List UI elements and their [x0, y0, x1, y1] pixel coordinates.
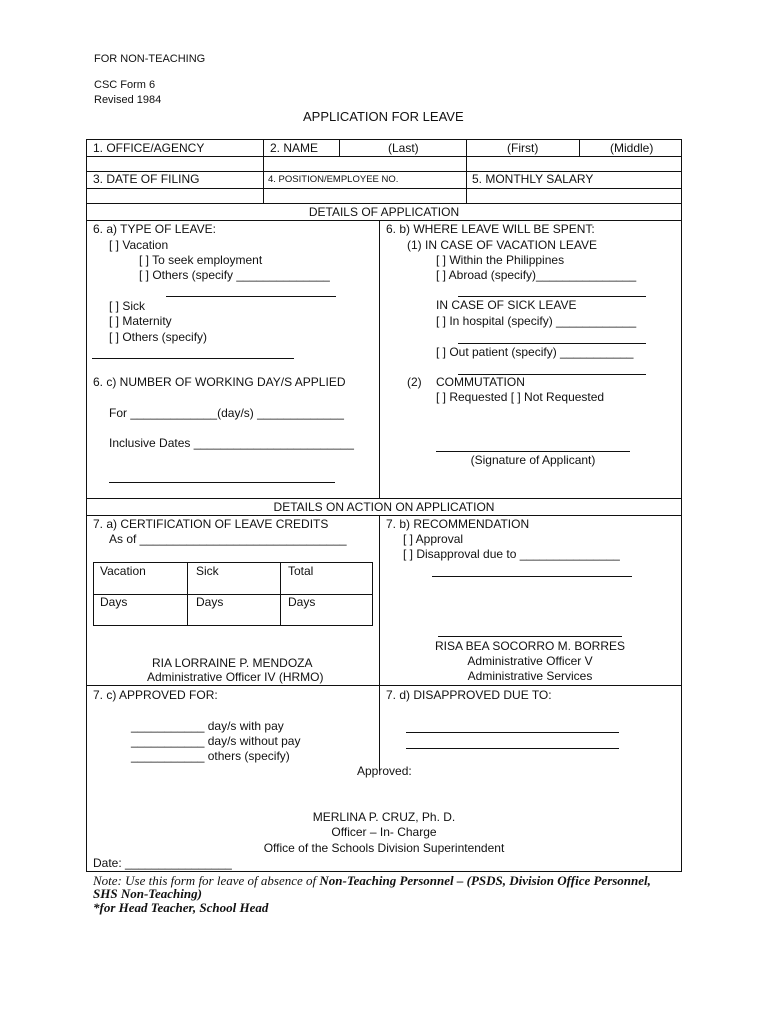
- recommender-signature-line[interactable]: [438, 636, 622, 637]
- disapproved-reason-line-1[interactable]: [406, 732, 619, 733]
- others-specify-field[interactable]: ___________ others (specify): [131, 749, 290, 763]
- details-divider: [86, 220, 682, 221]
- disapproved-heading: 7. d) DISAPPROVED DUE TO:: [386, 688, 552, 702]
- as-of-field[interactable]: As of _______________________________: [109, 532, 347, 546]
- vacation-checkbox[interactable]: [ ] Vacation: [109, 238, 169, 252]
- commutation-options[interactable]: [ ] Requested [ ] Not Requested: [436, 390, 605, 404]
- vacation-case-label: (1) IN CASE OF VACATION LEAVE: [407, 238, 598, 252]
- ao-name: RISA BEA SOCORRO M. BORRES: [434, 639, 626, 653]
- footnote-personnel: Non-Teaching Personnel – (PSDS, Division Office Personnel,: [319, 873, 651, 888]
- position-label: 4. POSITION/EMPLOYEE NO.: [268, 174, 399, 185]
- hrmo-title: Administrative Officer IV (HRMO): [147, 670, 324, 684]
- date-of-filing-label: 3. DATE OF FILING: [93, 172, 200, 186]
- date-field[interactable]: Date: ________________: [93, 856, 232, 870]
- approval-checkbox[interactable]: [ ] Approval: [403, 532, 464, 546]
- credits-header-sick: Sick: [196, 564, 219, 578]
- working-days-heading: 6. c) NUMBER OF WORKING DAY/S APPLIED: [93, 375, 346, 389]
- days-applied-field[interactable]: For _____________(day/s) _____________: [109, 406, 344, 420]
- oic-office: Office of the Schools Division Superintendent: [263, 841, 505, 855]
- action-divider: [86, 515, 682, 516]
- others-leave-line[interactable]: [92, 358, 294, 359]
- days-without-pay-field[interactable]: ___________ day/s without pay: [131, 734, 301, 748]
- details-heading: DETAILS OF APPLICATION: [308, 205, 460, 219]
- commutation-number: (2): [407, 375, 422, 389]
- credits-days-total: Days: [288, 595, 316, 609]
- credits-days-vacation: Days: [100, 595, 128, 609]
- type-of-leave-heading: 6. a) TYPE OF LEAVE:: [93, 222, 216, 236]
- sick-case-label: IN CASE OF SICK LEAVE: [436, 298, 577, 312]
- certification-heading: 7. a) CERTIFICATION OF LEAVE CREDITS: [93, 517, 329, 531]
- abroad-line[interactable]: [458, 296, 646, 297]
- name-label: 2. NAME: [270, 141, 319, 155]
- others-specify-line[interactable]: [166, 296, 336, 297]
- within-philippines-checkbox[interactable]: [ ] Within the Philippines: [436, 253, 565, 267]
- recommendation-heading: 7. b) RECOMMENDATION: [386, 517, 530, 531]
- approval-section-divider: [86, 685, 682, 686]
- action-top-divider: [86, 498, 682, 499]
- ao-department: Administrative Services: [467, 669, 593, 683]
- others-specify-checkbox[interactable]: [ ] Others (specify ______________: [139, 268, 330, 282]
- signature-line[interactable]: [436, 451, 630, 452]
- in-hospital-line[interactable]: [458, 343, 646, 344]
- office-agency-label: 1. OFFICE/AGENCY: [93, 141, 205, 155]
- approved-label: Approved:: [357, 764, 412, 778]
- inclusive-dates-field[interactable]: Inclusive Dates ________________________: [109, 436, 354, 450]
- disapproval-reason-line[interactable]: [432, 576, 632, 577]
- action-heading: DETAILS ON ACTION ON APPLICATION: [273, 500, 495, 514]
- last-name-label: (Last): [388, 141, 419, 155]
- disapproved-reason-line-2[interactable]: [406, 748, 619, 749]
- oic-title: Officer – In- Charge: [331, 825, 437, 839]
- signature-label: (Signature of Applicant): [470, 453, 596, 467]
- first-name-label: (First): [507, 141, 539, 155]
- credits-header-vacation: Vacation: [100, 564, 146, 578]
- hrmo-name: RIA LORRAINE P. MENDOZA: [152, 656, 313, 670]
- credits-header-total: Total: [288, 564, 314, 578]
- commutation-label: COMMUTATION: [436, 375, 525, 389]
- approved-for-heading: 7. c) APPROVED FOR:: [93, 688, 218, 702]
- form-number: CSC Form 6: [94, 79, 156, 91]
- form-revision: Revised 1984: [94, 94, 162, 106]
- footnote-lead: Note: Use this form for leave of absence of: [93, 873, 320, 888]
- maternity-checkbox[interactable]: [ ] Maternity: [109, 314, 172, 328]
- where-leave-heading: 6. b) WHERE LEAVE WILL BE SPENT:: [386, 222, 595, 236]
- in-hospital-checkbox[interactable]: [ ] In hospital (specify) ____________: [436, 314, 637, 328]
- details-column-divider: [379, 220, 380, 498]
- monthly-salary-label: 5. MONTHLY SALARY: [472, 172, 594, 186]
- disapproval-checkbox[interactable]: [ ] Disapproval due to _______________: [403, 547, 620, 561]
- seek-employment-checkbox[interactable]: [ ] To seek employment: [139, 253, 263, 267]
- footnote-line-3: *for Head Teacher, School Head: [93, 900, 269, 915]
- form-title: APPLICATION FOR LEAVE: [303, 109, 464, 124]
- abroad-checkbox[interactable]: [ ] Abroad (specify)_______________: [436, 268, 637, 282]
- sick-checkbox[interactable]: [ ] Sick: [109, 299, 146, 313]
- out-patient-checkbox[interactable]: [ ] Out patient (specify) ___________: [436, 345, 634, 359]
- ao-title: Administrative Officer V: [467, 654, 593, 668]
- days-with-pay-field[interactable]: ___________ day/s with pay: [131, 719, 284, 733]
- middle-name-label: (Middle): [610, 141, 654, 155]
- others-leave-checkbox[interactable]: [ ] Others (specify): [109, 330, 208, 344]
- footnote-line-2: SHS Non-Teaching): [93, 886, 202, 901]
- oic-name: MERLINA P. CRUZ, Ph. D.: [312, 810, 456, 824]
- for-non-teaching-label: FOR NON-TEACHING: [94, 53, 206, 65]
- credits-days-sick: Days: [196, 595, 224, 609]
- inclusive-dates-line[interactable]: [109, 482, 335, 483]
